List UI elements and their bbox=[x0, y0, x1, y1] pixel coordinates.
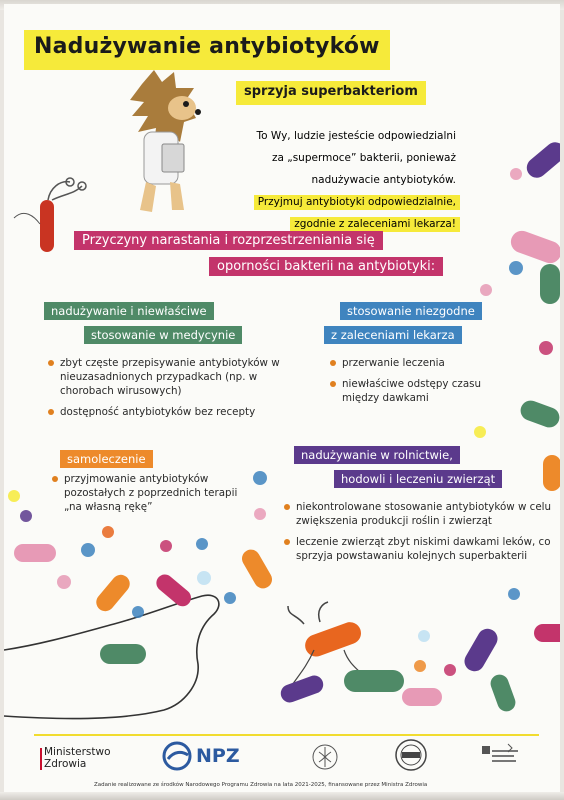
page-title: Nadużywanie antybiotyków bbox=[24, 30, 390, 70]
awareness-day-logo-icon bbox=[480, 742, 520, 770]
category-heading-noncompliance: stosowanie niezgodne bbox=[340, 302, 482, 320]
footer-divider bbox=[34, 734, 539, 736]
agriculture-list bbox=[284, 500, 552, 570]
pill-icon bbox=[523, 138, 560, 182]
pill-icon bbox=[534, 624, 560, 642]
pill-icon bbox=[100, 644, 146, 664]
causes-heading: oporności bakterii na antybiotyki: bbox=[209, 257, 443, 276]
ministry-logo-bar bbox=[40, 748, 42, 770]
category-heading-agriculture: hodowli i leczeniu zwierząt bbox=[334, 470, 502, 488]
intro-text bbox=[210, 124, 460, 234]
intro-line: nadużywacie antybiotyków. bbox=[311, 174, 456, 186]
poster-rail-bottom bbox=[0, 792, 564, 800]
pill-icon bbox=[518, 398, 560, 430]
pill-icon bbox=[543, 455, 560, 491]
antibiotics-seal-icon bbox=[394, 738, 428, 772]
list-item: leczenie zwierząt zbyt niskimi dawkami leków, co sprzyja powstawaniu kolejnych superbakterii bbox=[284, 535, 552, 563]
pill-icon bbox=[402, 688, 442, 706]
npz-logo-text: NPZ bbox=[196, 745, 240, 767]
npz-emblem-icon bbox=[162, 741, 192, 771]
pill-icon bbox=[278, 673, 326, 705]
pill-icon bbox=[153, 571, 195, 610]
caduceus-logo-icon bbox=[310, 742, 340, 772]
list-item: zbyt częste przepisywanie antybiotyków w nieuzasadnionych przypadkach (np. w chorobach wirusowych) bbox=[48, 356, 298, 398]
pill-icon bbox=[93, 571, 134, 615]
pill-icon bbox=[508, 228, 560, 266]
pill-icon bbox=[14, 544, 56, 562]
pill-icon bbox=[488, 672, 518, 714]
intro-line: To Wy, ludzie jesteście odpowiedzialni bbox=[256, 130, 456, 142]
pill-icon bbox=[540, 264, 560, 304]
category-heading-selftreatment: samoleczenie bbox=[60, 450, 153, 468]
category-heading-agriculture: nadużywanie w rolnictwie, bbox=[294, 446, 460, 464]
list-item: przerwanie leczenia bbox=[330, 356, 500, 370]
list-item: niekontrolowane stosowanie antybiotyków w celu zwiększenia produkcji roślin i zwierząt bbox=[284, 500, 552, 528]
pill-icon bbox=[239, 546, 276, 591]
ministry-logo bbox=[44, 746, 111, 770]
category-heading-medicine: nadużywanie i niewłaściwe bbox=[44, 302, 214, 320]
category-heading-medicine: stosowanie w medycynie bbox=[84, 326, 242, 344]
intro-line: za „supermoce” bakterii, ponieważ bbox=[271, 152, 456, 164]
funding-note: Zadanie realizowane ze środków Narodowego Programu Zdrowia na lata 2021-2025, finansowane przez Ministra Zdrowia bbox=[94, 782, 428, 788]
causes-heading: Przyczyny narastania i rozprzestrzeniania się bbox=[74, 231, 383, 250]
list-item: dostępność antybiotyków bez recepty bbox=[48, 405, 298, 419]
ministry-logo-line: Ministerstwo bbox=[44, 746, 111, 758]
npz-logo bbox=[162, 741, 240, 771]
poster bbox=[4, 4, 560, 796]
ministry-logo-line: Zdrowia bbox=[44, 758, 87, 770]
page-subtitle: sprzyja superbakteriom bbox=[236, 81, 426, 105]
noncompliance-list bbox=[330, 356, 500, 412]
category-heading-noncompliance: z zaleceniami lekarza bbox=[324, 326, 462, 344]
medicine-list bbox=[48, 356, 298, 426]
pill-icon bbox=[344, 670, 404, 692]
intro-line: Przyjmuj antybiotyki odpowiedzialnie, bbox=[254, 195, 460, 210]
selftreatment-list bbox=[52, 472, 242, 521]
intro-line: zgodnie z zaleceniami lekarza! bbox=[290, 217, 460, 232]
list-item: niewłaściwe odstępy czasu między dawkami bbox=[330, 377, 500, 405]
hedgehog-doctor-icon bbox=[130, 70, 201, 212]
list-item: przyjmowanie antybiotyków pozostałych z poprzednich terapii „na własną rękę” bbox=[52, 472, 242, 514]
pill-icon bbox=[461, 625, 501, 675]
